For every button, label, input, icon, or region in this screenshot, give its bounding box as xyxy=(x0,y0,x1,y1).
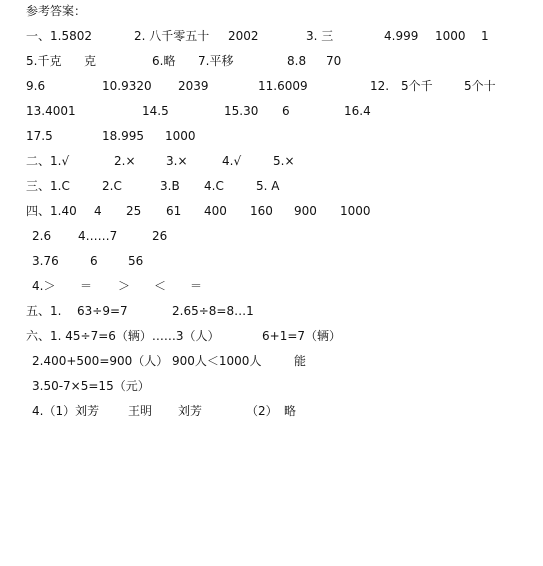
answer-item: 2. 八千零五十 xyxy=(134,29,210,43)
answer-item: 2002 xyxy=(228,29,259,43)
answer-item: 二、1.√ xyxy=(26,154,70,168)
answer-item: 4.√ xyxy=(222,154,242,168)
answer-item: 6.略 xyxy=(152,54,176,68)
answer-item: ＝ xyxy=(190,279,203,293)
answer-item: 18.995 xyxy=(102,129,144,143)
answer-item: 克 xyxy=(84,54,97,68)
answer-item: 400 xyxy=(204,204,227,218)
answer-item: 26 xyxy=(152,229,168,243)
answer-item: 5.× xyxy=(273,154,295,168)
answer-item: 2.× xyxy=(114,154,136,168)
answer-item: 刘芳 xyxy=(178,404,203,418)
answer-item: 6 xyxy=(282,104,290,118)
answer-item: 4.999 xyxy=(384,29,419,43)
answer-item: 13.4001 xyxy=(26,104,76,118)
answer-item: ＜ xyxy=(154,279,167,293)
answer-item: 4 xyxy=(94,204,102,218)
answer-item: 4.（1）刘芳 xyxy=(32,404,100,418)
answer-item: 8.8 xyxy=(287,54,307,68)
answer-item: 2039 xyxy=(178,79,209,93)
answer-item: （2） xyxy=(246,404,278,418)
answer-item: 3. 三 xyxy=(306,29,334,43)
answer-item: 12. xyxy=(370,79,390,93)
answer-item: 4.＞ xyxy=(32,279,56,293)
answer-item: 1 xyxy=(481,29,489,43)
answer-item: 1000 xyxy=(435,29,466,43)
answer-item: 4.C xyxy=(204,179,224,193)
answer-item: 5. A xyxy=(256,179,280,193)
answer-item: 14.5 xyxy=(142,104,169,118)
answer-item: 25 xyxy=(126,204,142,218)
answer-item: 能 xyxy=(294,354,307,368)
answer-item: 2.6 xyxy=(32,229,52,243)
answer-item: 2.400+500=900（人） xyxy=(32,354,169,368)
answer-item: 5个千 xyxy=(401,79,433,93)
answer-item: ＝ xyxy=(80,279,93,293)
answer-item: 4……7 xyxy=(78,229,118,243)
answer-item: 5.千克 xyxy=(26,54,62,68)
answer-item: 7.平移 xyxy=(198,54,234,68)
answer-item: 63÷9=7 xyxy=(77,304,128,318)
answer-item: 160 xyxy=(250,204,273,218)
answer-item: 1000 xyxy=(165,129,196,143)
answer-item: 五、1. xyxy=(26,304,62,318)
answer-item: 900人＜1000人 xyxy=(172,354,262,368)
answer-item: ＞ xyxy=(118,279,131,293)
answer-item: 3.B xyxy=(160,179,180,193)
answer-item: 3.50-7×5=15（元） xyxy=(32,379,150,393)
answer-item: 6 xyxy=(90,254,98,268)
answer-item: 6+1=7（辆） xyxy=(262,329,342,343)
answer-item: 3.76 xyxy=(32,254,59,268)
answer-item: 3.× xyxy=(166,154,188,168)
answer-item: 三、1.C xyxy=(26,179,70,193)
answer-item: 15.30 xyxy=(224,104,259,118)
answer-item: 16.4 xyxy=(344,104,371,118)
answer-item: 略 xyxy=(284,404,297,418)
answer-item: 17.5 xyxy=(26,129,53,143)
answer-item: 六、1. 45÷7=6（辆）……3（人） xyxy=(26,329,220,343)
answer-item: 1000 xyxy=(340,204,371,218)
answer-item: 10.9320 xyxy=(102,79,152,93)
answer-item: 11.6009 xyxy=(258,79,308,93)
answer-item: 王明 xyxy=(128,404,153,418)
answer-item: 2.C xyxy=(102,179,122,193)
answer-item: 四、1.40 xyxy=(26,204,77,218)
answer-key-heading: 参考答案： xyxy=(26,4,87,18)
answer-item: 70 xyxy=(326,54,342,68)
answer-item: 2.65÷8=8…1 xyxy=(172,304,254,318)
answer-item: 900 xyxy=(294,204,317,218)
answer-item: 5个十 xyxy=(464,79,496,93)
answer-item: 61 xyxy=(166,204,182,218)
answer-item: 一、1.5802 xyxy=(26,29,92,43)
answer-item: 9.6 xyxy=(26,79,46,93)
answer-item: 56 xyxy=(128,254,144,268)
